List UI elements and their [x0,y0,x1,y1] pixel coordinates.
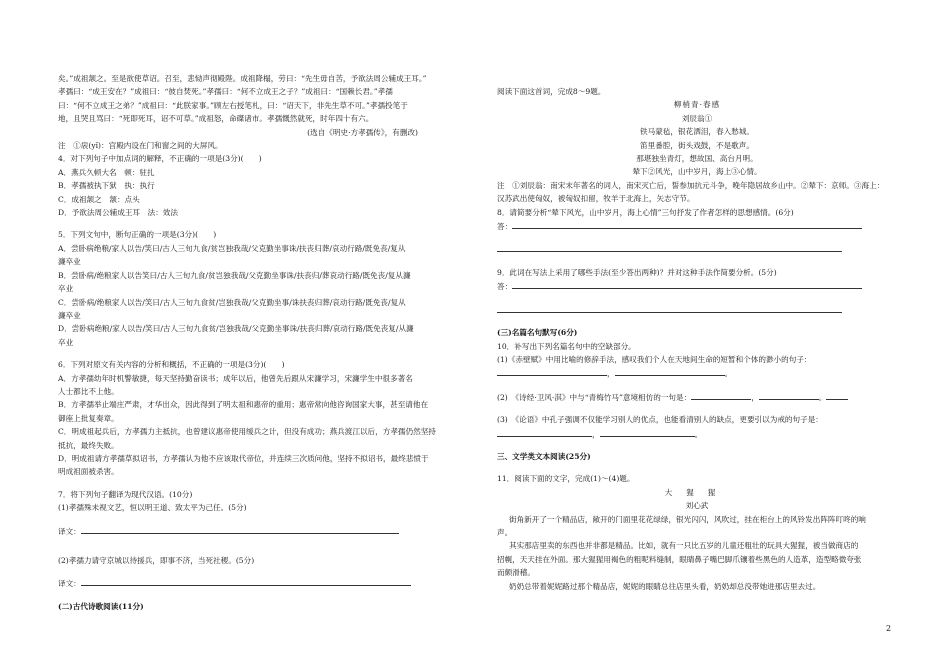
option-d-cont: 卒业 [58,337,74,347]
answer-label: 答： [497,222,513,232]
answer-line[interactable] [759,390,819,400]
passage-note: 注 ①扆(yǐ)：宫殿内设在门和窗之间的大屏风。 [58,141,223,151]
option-c-cont: 抵抗，最终失败。 [58,440,119,450]
option-d-cont: 明成祖面被杀害。 [58,467,119,477]
option-a: A．尝卧病绝粮/家人以告/笑曰/古人三旬九食/贫岂独我哉/父克勤坐事诛/扶丧归葬/哀动行路/既免丧/复从 [58,243,406,253]
section-heading: (三)名篇名句默写(6分) [497,328,578,338]
answer-line[interactable] [497,366,607,376]
question-stem: 7．将下列句子翻译为现代汉语。(10分) [58,489,193,499]
poem-author: 刘辰翁① [681,113,713,123]
option-b-cont: 卒业 [58,284,74,294]
option-c: C．成祖颔之 颔：点头 [58,194,140,204]
option-c: C．明成祖起兵后，方孝孺力主抵抗，也曾建议惠帝使用缓兵之计，但没有成功；燕兵渡江以后，方孝孺仍然坚持 [58,427,436,437]
story-title: 大猩猩 [664,487,730,497]
question-10-2: (2) 《诗经·卫风·淇》中与“青梅竹马”意境相仿的一句是： ， 。 [497,390,897,404]
answer-line[interactable] [81,576,411,586]
answer-9-line-2 [497,303,897,317]
question-8: 8．请简要分析“辇下风光，山中岁月，海上心情”三句抒发了作者怎样的思想感情。(6分) [497,207,794,217]
story-author: 刘心武 [685,501,709,511]
answer-8 [497,219,897,233]
answer-line[interactable] [600,427,695,437]
option-b: B．方孝孺举止端庄严肃，才华出众，因此得到了明太祖和惠帝的重用；惠帝常向他咨询国家大事，甚至请他在 [58,400,429,410]
question-5 [58,228,458,349]
question-10-2-text: (2) 《诗经·卫风·淇》中与“青梅竹马”意境相仿的一句是： [497,392,692,402]
answer-label: 译文： [58,579,81,589]
poem-note: 注 ①刘辰翁：南宋末年著名的词人，南宋灭亡后，誓参加抗元斗争，晚年隐居故乡山中。②辇下：京师。③海上： [497,180,885,190]
option-c: C．尝卧病/绝粮家人以告/笑曰/古人三旬九食贫/岂独我哉/父克勤坐事/诛扶丧归葬/哀动行路/既免丧/复从 [58,297,406,307]
option-d: D．尝卧病绝粮/家人以告/笑曰/古人三旬九食贫/岂独我哉/父克勤坐事诛/扶丧归葬/哀动行路/既免丧复/从濂 [58,324,414,334]
poem-note: 汉苏武出使匈奴，被匈奴扣留，牧羊于北海上，矢志守节。 [497,194,695,204]
answer-line[interactable] [497,427,592,437]
poem-line: 辇下②风光，山中岁月，海上③心情。 [632,167,762,177]
sentence-2: (2)孝孺力请守京城以待援兵，即事不济，当死社稷。(5分) [58,556,255,565]
question-6 [58,358,458,479]
answer-line[interactable] [497,303,842,313]
option-b: B．尝卧病/绝粮家人以告笑曰/古人三旬九食/贫岂独我哉/父克勤坐事诛/扶丧归/葬哀动行路/既免丧/复从濂 [58,270,411,280]
passage [58,72,458,126]
poem-line: 铁马蒙毡，银花洒泪，春入愁城。 [640,127,754,137]
poem-title: 柳梢青·春感 [673,100,721,110]
answer-line[interactable] [497,242,842,252]
story-paragraph-cont: 声。 [497,527,513,537]
question-9: 9．此词在写法上采用了哪些手法(至少答出两种)？并对这种手法作简要分析。(5分) [497,267,777,277]
option-b-cont: 御座上批复奏章。 [58,413,119,423]
passage-line: 曰：“何不立成王之弟？”成祖曰：“此朕家事。”顾左右授笔札，曰：“诏天下，非先生草不可。”孝孺投笔于 [58,100,408,110]
answer-label: 答： [497,282,513,292]
question-stem: 6．下列对原文有关内容的分析和概括，不正确的一项是(3分)( ) [58,360,285,370]
passage-line: 地，且哭且骂曰：“死即死耳，诏不可草。”成祖怒，命磔诸市。孝孺慨然就死，时年四十有六。 [58,114,374,124]
question-4 [58,152,458,219]
option-a-cont: 人士都比不上他。 [58,386,119,396]
option-b: B．孝孺被执下狱 执：执行 [58,181,155,191]
option-a: A．方孝孺幼年时机警敏捷，每天坚持勤奋读书；成年以后，他曾先后跟从宋濂学习，宋濂学生中很多著名 [58,373,413,383]
answer-line[interactable] [615,366,725,376]
question-10-3: (3) 《论语》中孔子强调不仅能学习别人的优点，也能看清别人的缺点，更要引以为戒的句子是： [497,415,823,425]
story-paragraph-cont: 招幌，天天挂在外面。那大猩猩用褐色的粗呢料缝制，眼睛鼻子嘴巴脚爪镶着些黑色的人造革，造型略微夸张 [497,554,862,564]
answer-9 [497,279,897,293]
poem-line: 笛里番腔，街头戏鼓，不是歌声。 [640,140,754,150]
story-paragraph: 其实那店里卖的东西也并非都是精品。比如，就有一只比五岁的儿童还粗壮的玩具大猩猩，被当做商店的 [509,541,859,551]
answer-10-3: ， 。 [497,427,897,441]
translation-answer-1 [58,524,458,538]
poem-line: 那堪独坐青灯，想故国、高台月明。 [636,154,758,164]
story-paragraph: 街角新开了一个精品店，敞开的门面里花花绿绿，银光闪闪，风吹过，挂在柜台上的风铃发出阵阵叮咚的响 [509,514,866,524]
question-11: 11．阅读下面的文字，完成(1)～(4)题。 [497,474,635,484]
option-d: D．予欲法周公辅成王耳 法：效法 [58,208,178,218]
answer-line[interactable] [826,390,848,400]
story-paragraph-cont: 而颇滑稽。 [497,568,535,578]
question-10: 10．补写出下列名篇名句中的空缺部分。 [497,341,636,351]
question-7 [58,488,458,591]
page-number: 2 [886,624,892,633]
question-10-1: (1)《赤壁赋》中用比喻的修辞手法，感叹我们个人在天地间生命的短暂和个体的渺小的句子： [497,354,812,364]
part-heading: 三、文学类文本阅读(25分) [497,451,591,461]
option-c-cont: 濂卒业 [58,310,81,320]
answer-8-line-2 [497,242,897,256]
translation-answer-2 [58,576,458,590]
sentence-1: (1)孝孺殊未视文艺，恒以明王道、致太平为己任。(5分) [58,503,247,513]
passage-line: 孝孺曰：“成王安在？”成祖曰：“彼自焚死。”孝孺曰：“何不立成王之子？”成祖曰：“国赖长君。”孝孺 [58,87,393,97]
answer-line[interactable] [81,524,399,534]
left-column [58,72,458,613]
answer-line[interactable] [512,219,862,229]
story-paragraph: 奶奶总带着妮妮路过那个精品店，妮妮的眼睛总往店里头看，奶奶却总没带她进那店里去过。 [509,581,821,591]
poem-intro: 阅读下面这首词，完成8～9题。 [497,87,606,96]
option-d: D．明成祖请方孝孺草拟诏书，方孝孺认为他不应该取代帝位，并连续三次质问他，坚持不拟诏书，最终悲愤于 [58,453,429,463]
answer-line[interactable] [691,390,751,400]
question-stem: 5．下列文句中，断句正确的一项是(3分)( ) [58,230,217,240]
answer-label: 译文： [58,526,81,536]
passage-source: (选自《明史·方孝孺传》，有删改) [307,127,418,137]
right-column [497,72,897,593]
answer-10-1: ， 。 [497,366,897,380]
question-stem: 4．对下列句子中加点词的解释，不正确的一项是(3分)( ) [58,154,262,164]
option-a: A．燕兵久顿大名 顿：驻扎 [58,167,155,177]
section-heading: (二)古代诗歌阅读(11分) [58,601,144,611]
option-a-cont: 濂卒业 [58,257,81,267]
passage-line: 矣。”成祖颔之。至是欲使草诏。召至，悲恸声彻殿陛。成祖降榻，劳曰：“先生毋自苦，予欲法周公辅成王耳。” [58,74,427,83]
answer-line[interactable] [512,279,862,289]
